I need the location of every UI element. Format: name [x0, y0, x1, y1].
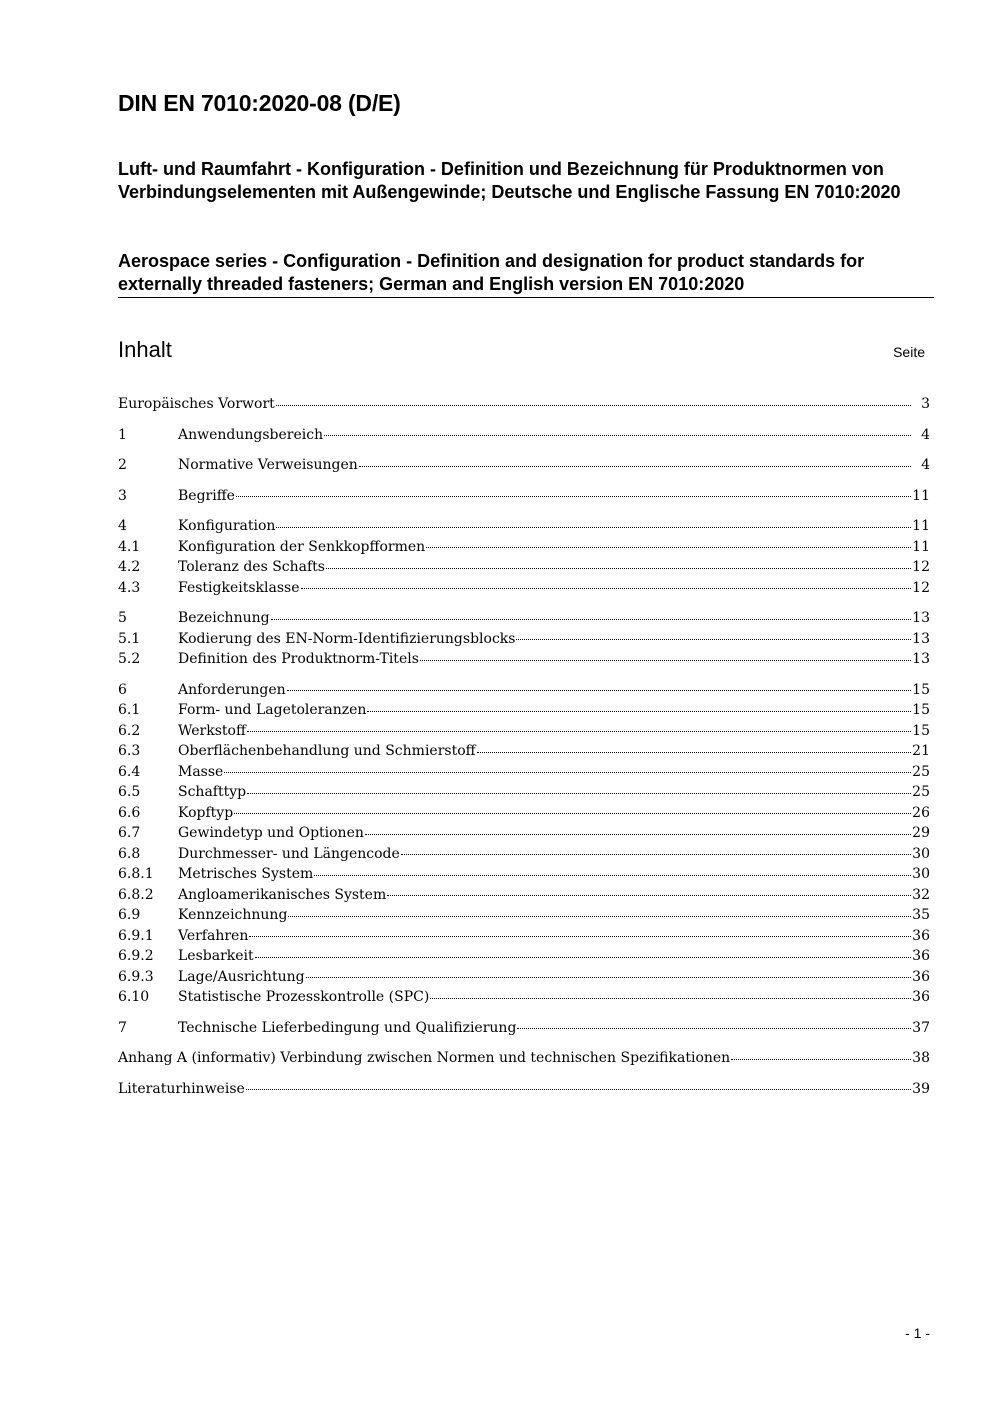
toc-entry-number: 4.2 — [118, 559, 141, 575]
toc-entry[interactable] — [118, 864, 930, 885]
toc-entry-title: Masse — [178, 763, 224, 780]
toc-entry-number: 7 — [118, 1019, 127, 1036]
toc-dot-leader — [314, 874, 911, 876]
toc-entry-number: 6.10 — [118, 989, 150, 1005]
toc-dot-leader — [287, 689, 911, 691]
toc-entry-page: 36 — [912, 927, 930, 944]
toc-dot-leader — [324, 434, 911, 436]
toc-entry-title: Konfiguration der Senkkopfformen — [178, 538, 426, 555]
toc-dot-leader — [247, 730, 911, 732]
toc-entry[interactable] — [118, 721, 930, 742]
toc-entry-title: Europäisches Vorwort — [118, 396, 275, 412]
toc-entry-title: Form- und Lagetoleranzen — [178, 702, 367, 718]
toc-dot-leader — [288, 915, 911, 917]
toc-dot-leader — [255, 956, 911, 958]
toc-entry-page: 15 — [912, 722, 930, 739]
toc-entry-number: 5.2 — [118, 651, 141, 667]
toc-entry-title: Anhang A (informativ) Verbindung zwischen Normen und technischen Spezifikationen — [118, 1050, 731, 1066]
toc-entry-title: Kennzeichnung — [178, 907, 288, 923]
toc-entry-title: Durchmesser- und Längencode — [178, 845, 400, 862]
toc-entry[interactable] — [118, 926, 930, 947]
toc-dot-leader — [326, 567, 911, 569]
toc-entry-title: Verfahren — [178, 927, 249, 944]
toc-dot-leader — [430, 997, 911, 999]
toc-entry-page: 12 — [912, 579, 930, 596]
toc-dot-leader — [426, 546, 911, 548]
toc-entry-number: 1 — [118, 426, 127, 443]
toc-entry-page: 12 — [912, 559, 930, 575]
toc-entry[interactable] — [118, 844, 930, 865]
toc-entry-page: 36 — [912, 989, 930, 1005]
toc-entry[interactable] — [118, 741, 930, 762]
toc-entry-title: Kopftyp — [178, 804, 234, 821]
toc-entry-page: 25 — [912, 763, 930, 780]
toc-entry-number: 4 — [118, 518, 127, 534]
toc-entry-page: 13 — [912, 610, 930, 626]
toc-entry-number: 6.7 — [118, 825, 141, 841]
toc-entry[interactable] — [118, 394, 930, 415]
toc-dot-leader — [517, 1027, 911, 1029]
toc-entry[interactable] — [118, 537, 930, 558]
toc-entry-title: Lesbarkeit — [178, 948, 254, 964]
toc-entry[interactable] — [118, 987, 930, 1008]
toc-entry-title: Statistische Prozesskontrolle (SPC) — [178, 989, 430, 1005]
toc-entry[interactable] — [118, 486, 930, 507]
toc-entry-title: Anwendungsbereich — [178, 426, 324, 443]
toc-dot-leader — [401, 853, 911, 855]
toc-dot-leader — [516, 638, 911, 640]
toc-entry-title: Schafttyp — [178, 784, 247, 800]
toc-entry-number: 6.8.1 — [118, 866, 154, 882]
toc-entry-title: Kodierung des EN-Norm-Identifizierungsblocks — [178, 630, 516, 647]
toc-entry[interactable] — [118, 1048, 930, 1069]
toc-entry-number: 6.9.2 — [118, 948, 154, 964]
toc-entry-page: 26 — [912, 804, 930, 821]
toc-entry[interactable] — [118, 1018, 930, 1039]
toc-dot-leader — [224, 771, 911, 773]
toc-entry-number: 2 — [118, 457, 127, 473]
toc-entry-number: 6.8 — [118, 845, 141, 862]
toc-entry-page: 4 — [921, 457, 930, 473]
toc-entry-title: Konfiguration — [178, 518, 276, 534]
toc-dot-leader — [276, 526, 911, 528]
toc-entry-number: 6.5 — [118, 784, 141, 800]
document-id: DIN EN 7010:2020-08 (D/E) — [118, 90, 401, 116]
toc-entry-page: 11 — [912, 518, 930, 534]
toc-entry-page: 11 — [912, 487, 930, 504]
toc-entry[interactable] — [118, 946, 930, 967]
toc-entry-title: Festigkeitsklasse — [178, 579, 300, 596]
toc-entry-page: 13 — [912, 630, 930, 647]
toc-entry-title: Definition des Produktnorm-Titels — [178, 651, 419, 667]
toc-dot-leader — [246, 1088, 911, 1090]
toc-entry-number: 6.6 — [118, 804, 141, 821]
toc-entry-number: 6 — [118, 681, 127, 698]
toc-dot-leader — [420, 659, 911, 661]
toc-heading: Inhalt — [118, 337, 172, 362]
toc-entry-page: 30 — [912, 845, 930, 862]
toc-entry-title: Begriffe — [178, 487, 235, 504]
toc-entry[interactable] — [118, 629, 930, 650]
toc-entry-title: Anforderungen — [178, 681, 286, 698]
toc-entry-number: 6.9.3 — [118, 968, 154, 985]
toc-entry-page: 3 — [921, 396, 930, 412]
toc-entry-page: 21 — [912, 743, 930, 759]
title-english: Aerospace series - Configuration - Definition and designation for product standards for externally threaded fasteners; German and English version EN 7010:2020 — [118, 251, 865, 294]
toc-entry-page: 37 — [912, 1019, 930, 1036]
toc-entry-title: Gewindetyp und Optionen — [178, 825, 364, 841]
toc-entry-page: 4 — [921, 426, 930, 443]
toc-entry-number: 6.9.1 — [118, 927, 154, 944]
toc-entry-title: Toleranz des Schafts — [178, 559, 325, 575]
toc-entry-page: 29 — [912, 825, 930, 841]
page-number: - 1 - — [905, 1325, 930, 1341]
toc-page-column-label: Seite — [893, 344, 925, 360]
toc-entry[interactable] — [118, 885, 930, 906]
toc-dot-leader — [249, 935, 911, 937]
toc-dot-leader — [365, 833, 911, 835]
toc-entry-title: Bezeichnung — [178, 610, 270, 626]
toc-dot-leader — [234, 812, 911, 814]
toc-entry[interactable] — [118, 516, 930, 537]
toc-entry-number: 6.3 — [118, 743, 141, 759]
toc-entry[interactable] — [118, 1079, 930, 1100]
toc-entry-page: 15 — [912, 681, 930, 698]
toc-dot-leader — [731, 1058, 911, 1060]
toc-entry-title: Angloamerikanisches System — [178, 886, 387, 903]
toc-entry-number: 6.8.2 — [118, 886, 154, 903]
toc-entry[interactable] — [118, 700, 930, 721]
toc-entry-page: 25 — [912, 784, 930, 800]
toc-entry-number: 6.1 — [118, 702, 141, 718]
toc-entry[interactable] — [118, 762, 930, 783]
toc-entry[interactable] — [118, 967, 930, 988]
toc-entry-title: Metrisches System — [178, 866, 314, 882]
toc-entry[interactable] — [118, 425, 930, 446]
toc-entry-title: Lage/Ausrichtung — [178, 968, 305, 985]
toc-entry[interactable] — [118, 608, 930, 629]
toc-entry[interactable] — [118, 578, 930, 599]
toc-dot-leader — [477, 751, 911, 753]
toc-entry[interactable] — [118, 680, 930, 701]
title-german: Luft- und Raumfahrt - Konfiguration - Definition und Bezeichnung für Produktnormen von Verbindungselementen mit Außengewinde; Deutsche und Englische Fassung EN 7010:2020 — [118, 159, 901, 202]
toc-dot-leader — [387, 894, 911, 896]
toc-entry-title: Literaturhinweise — [118, 1080, 245, 1097]
toc-dot-leader — [306, 976, 911, 978]
toc-entry[interactable] — [118, 557, 930, 578]
toc-entry[interactable] — [118, 823, 930, 844]
toc-entry-page: 11 — [912, 538, 930, 555]
toc-entry[interactable] — [118, 649, 930, 670]
table-of-contents — [118, 394, 930, 1099]
toc-dot-leader — [301, 587, 911, 589]
toc-entry-number: 6.4 — [118, 763, 141, 780]
toc-entry[interactable] — [118, 803, 930, 824]
toc-entry-page: 39 — [912, 1080, 930, 1097]
toc-dot-leader — [276, 404, 911, 406]
toc-entry-page: 36 — [912, 968, 930, 985]
toc-entry-number: 4.3 — [118, 579, 141, 596]
toc-dot-leader — [236, 495, 911, 497]
toc-entry-number: 5.1 — [118, 630, 141, 647]
toc-entry-page: 32 — [912, 886, 930, 903]
toc-dot-leader — [359, 465, 911, 467]
toc-dot-leader — [367, 710, 911, 712]
toc-entry-page: 15 — [912, 702, 930, 718]
toc-entry-number: 5 — [118, 610, 127, 626]
toc-entry[interactable] — [118, 782, 930, 803]
toc-entry-page: 38 — [912, 1050, 930, 1066]
toc-entry-number: 6.9 — [118, 907, 141, 923]
toc-dot-leader — [271, 618, 911, 620]
toc-entry-number: 4.1 — [118, 538, 141, 555]
toc-entry-page: 35 — [912, 907, 930, 923]
toc-entry-title: Technische Lieferbedingung und Qualifizierung — [178, 1019, 517, 1036]
toc-entry-page: 13 — [912, 651, 930, 667]
toc-dot-leader — [247, 792, 911, 794]
title-divider — [118, 297, 934, 298]
toc-entry-number: 6.2 — [118, 722, 141, 739]
toc-entry-page: 36 — [912, 948, 930, 964]
toc-entry-title: Werkstoff — [178, 722, 246, 739]
toc-entry[interactable] — [118, 455, 930, 476]
toc-entry-page: 30 — [912, 866, 930, 882]
toc-entry-title: Oberflächenbehandlung und Schmierstoff — [178, 743, 476, 759]
toc-entry-number: 3 — [118, 487, 127, 504]
toc-entry-title: Normative Verweisungen — [178, 457, 358, 473]
toc-entry[interactable] — [118, 905, 930, 926]
